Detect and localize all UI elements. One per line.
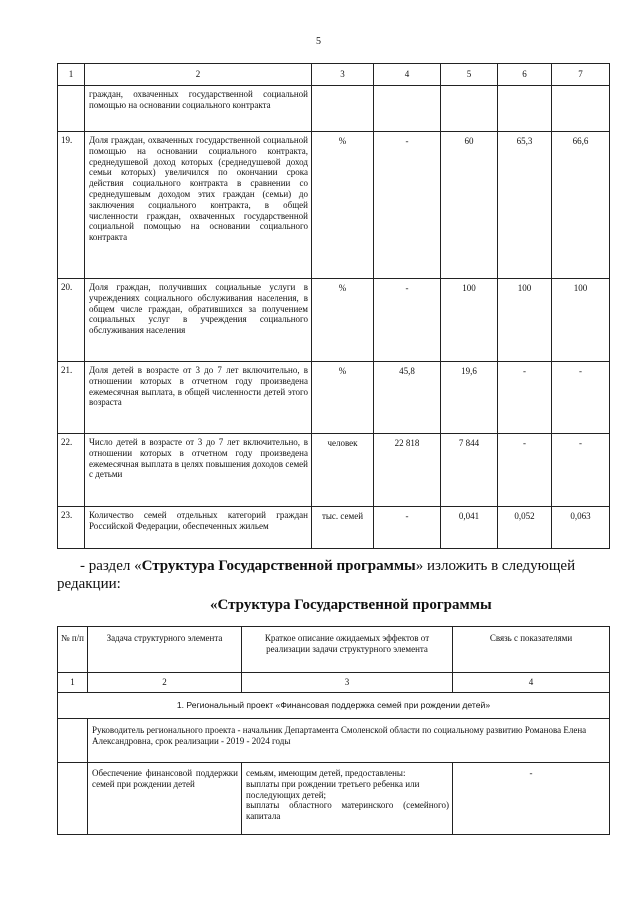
value-col6: 65,3 xyxy=(498,132,552,279)
row-number: 20. xyxy=(58,279,85,362)
header-cell: 4 xyxy=(374,64,441,86)
value-col4: - xyxy=(374,132,441,279)
table-row xyxy=(58,132,610,279)
leader-row xyxy=(58,719,610,763)
indicator-name: граждан, охваченных государственной социальной помощью на основании социального контракта xyxy=(85,86,312,132)
row-number: 21. xyxy=(58,362,85,434)
indicators-table xyxy=(57,63,610,549)
value-col6: 0,052 xyxy=(498,507,552,549)
structure-header-row xyxy=(58,627,610,673)
instruction-prefix: - раздел « xyxy=(80,558,142,574)
table-row xyxy=(58,279,610,362)
header-cell: 2 xyxy=(85,64,312,86)
value-col4: - xyxy=(374,507,441,549)
task-number xyxy=(58,763,88,835)
header-cell: Краткое описание ожидаемых эффектов от реализации задачи структурного элемента xyxy=(242,627,453,673)
project-title: 1. Региональный проект «Финансовая поддержка семей при рождении детей» xyxy=(58,693,610,719)
column-number: 2 xyxy=(88,673,242,693)
task-name: Обеспечение финансовой поддержки семей при рождении детей xyxy=(88,763,242,835)
task-effects xyxy=(242,763,453,835)
table-row xyxy=(58,507,610,549)
instruction-bold: Структура Государственной программы xyxy=(141,558,416,574)
value-col6: 100 xyxy=(498,279,552,362)
indicator-unit xyxy=(312,86,374,132)
row-number: 19. xyxy=(58,132,85,279)
project-row xyxy=(58,693,610,719)
value-col5: 0,041 xyxy=(441,507,498,549)
indicator-unit: человек xyxy=(312,434,374,507)
indicator-name: Количество семей отдельных категорий граждан Российской Федерации, обеспеченных жильем xyxy=(85,507,312,549)
value-col4: 22 818 xyxy=(374,434,441,507)
indicator-unit: тыс. семей xyxy=(312,507,374,549)
project-leader: Руководитель регионального проекта - начальник Департамента Смоленской области по социальному развитию Романова Елена Александровна, срок реализации - 2019 - 2024 годы xyxy=(88,719,610,763)
indicator-name: Доля граждан, охваченных государственной социальной помощью на основании социального контракта, среднедушевой доход которых (среднедушевой доход семьи которых) увеличился по окончании срока действия социального контракта в сравнении со среднедушевым доходом этих граждан (семьи) до заключения социального контракта, в общей численности граждан, охваченных государственной социальной помощью на основании социального контракта xyxy=(85,132,312,279)
header-cell: Связь с показателями xyxy=(453,627,610,673)
value-col7: 0,063 xyxy=(552,507,610,549)
value-col4: - xyxy=(374,279,441,362)
row-number: 23. xyxy=(58,507,85,549)
row-number: 22. xyxy=(58,434,85,507)
header-cell: Задача структурного элемента xyxy=(88,627,242,673)
effect-line: семьям, имеющим детей, предоставлены: xyxy=(246,768,406,778)
value-col7: 100 xyxy=(552,279,610,362)
table-row xyxy=(58,86,610,132)
task-indicator-link: - xyxy=(453,763,610,835)
value-col7: - xyxy=(552,362,610,434)
header-cell: 7 xyxy=(552,64,610,86)
section-title: «Структура Государственной программы xyxy=(210,597,492,613)
instruction-suffix: » изложить в следующей xyxy=(415,558,576,574)
indicator-unit: % xyxy=(312,132,374,279)
indicator-unit: % xyxy=(312,362,374,434)
row-number xyxy=(58,86,85,132)
leader-spacer xyxy=(58,719,88,763)
column-number: 3 xyxy=(242,673,453,693)
column-number: 1 xyxy=(58,673,88,693)
structure-numbers-row xyxy=(58,673,610,693)
value-col5: 60 xyxy=(441,132,498,279)
value-col6: - xyxy=(498,434,552,507)
table-row xyxy=(58,434,610,507)
value-col7: 66,6 xyxy=(552,132,610,279)
value-col5 xyxy=(441,86,498,132)
header-cell: 3 xyxy=(312,64,374,86)
indicator-name: Доля граждан, получивших социальные услуги в учреждениях социального обслуживания населения, в общем числе граждан, обратившихся за получением социальных услуг в учреждения социального обслуживания населения xyxy=(85,279,312,362)
table-row xyxy=(58,362,610,434)
value-col7: - xyxy=(552,434,610,507)
structure-table xyxy=(57,626,610,835)
value-col6 xyxy=(498,86,552,132)
indicator-name: Доля детей в возрасте от 3 до 7 лет включительно, в отношении которых в отчетном году произведена ежемесячная выплата, в общей численности детей этого возраста xyxy=(85,362,312,434)
instruction-line2: редакции: xyxy=(57,576,121,592)
header-cell: 5 xyxy=(441,64,498,86)
header-cell: 6 xyxy=(498,64,552,86)
value-col6: - xyxy=(498,362,552,434)
value-col5: 100 xyxy=(441,279,498,362)
effect-line: выплаты областного материнского (семейного) капитала xyxy=(246,800,449,822)
indicator-name: Число детей в возрасте от 3 до 7 лет включительно, в отношении которых в отчетном году произведена ежемесячная выплата в целях повышения доходов семей с детьми xyxy=(85,434,312,507)
section-instruction xyxy=(80,557,620,575)
header-cell: 1 xyxy=(58,64,85,86)
page-number: 5 xyxy=(316,36,321,47)
value-col7 xyxy=(552,86,610,132)
header-cell: № п/п xyxy=(58,627,88,673)
indicators-header-row xyxy=(58,64,610,86)
indicator-unit: % xyxy=(312,279,374,362)
value-col4 xyxy=(374,86,441,132)
column-number: 4 xyxy=(453,673,610,693)
task-row xyxy=(58,763,610,835)
value-col4: 45,8 xyxy=(374,362,441,434)
value-col5: 19,6 xyxy=(441,362,498,434)
value-col5: 7 844 xyxy=(441,434,498,507)
effect-line: выплаты при рождении третьего ребенка или последующих детей; xyxy=(246,778,420,800)
